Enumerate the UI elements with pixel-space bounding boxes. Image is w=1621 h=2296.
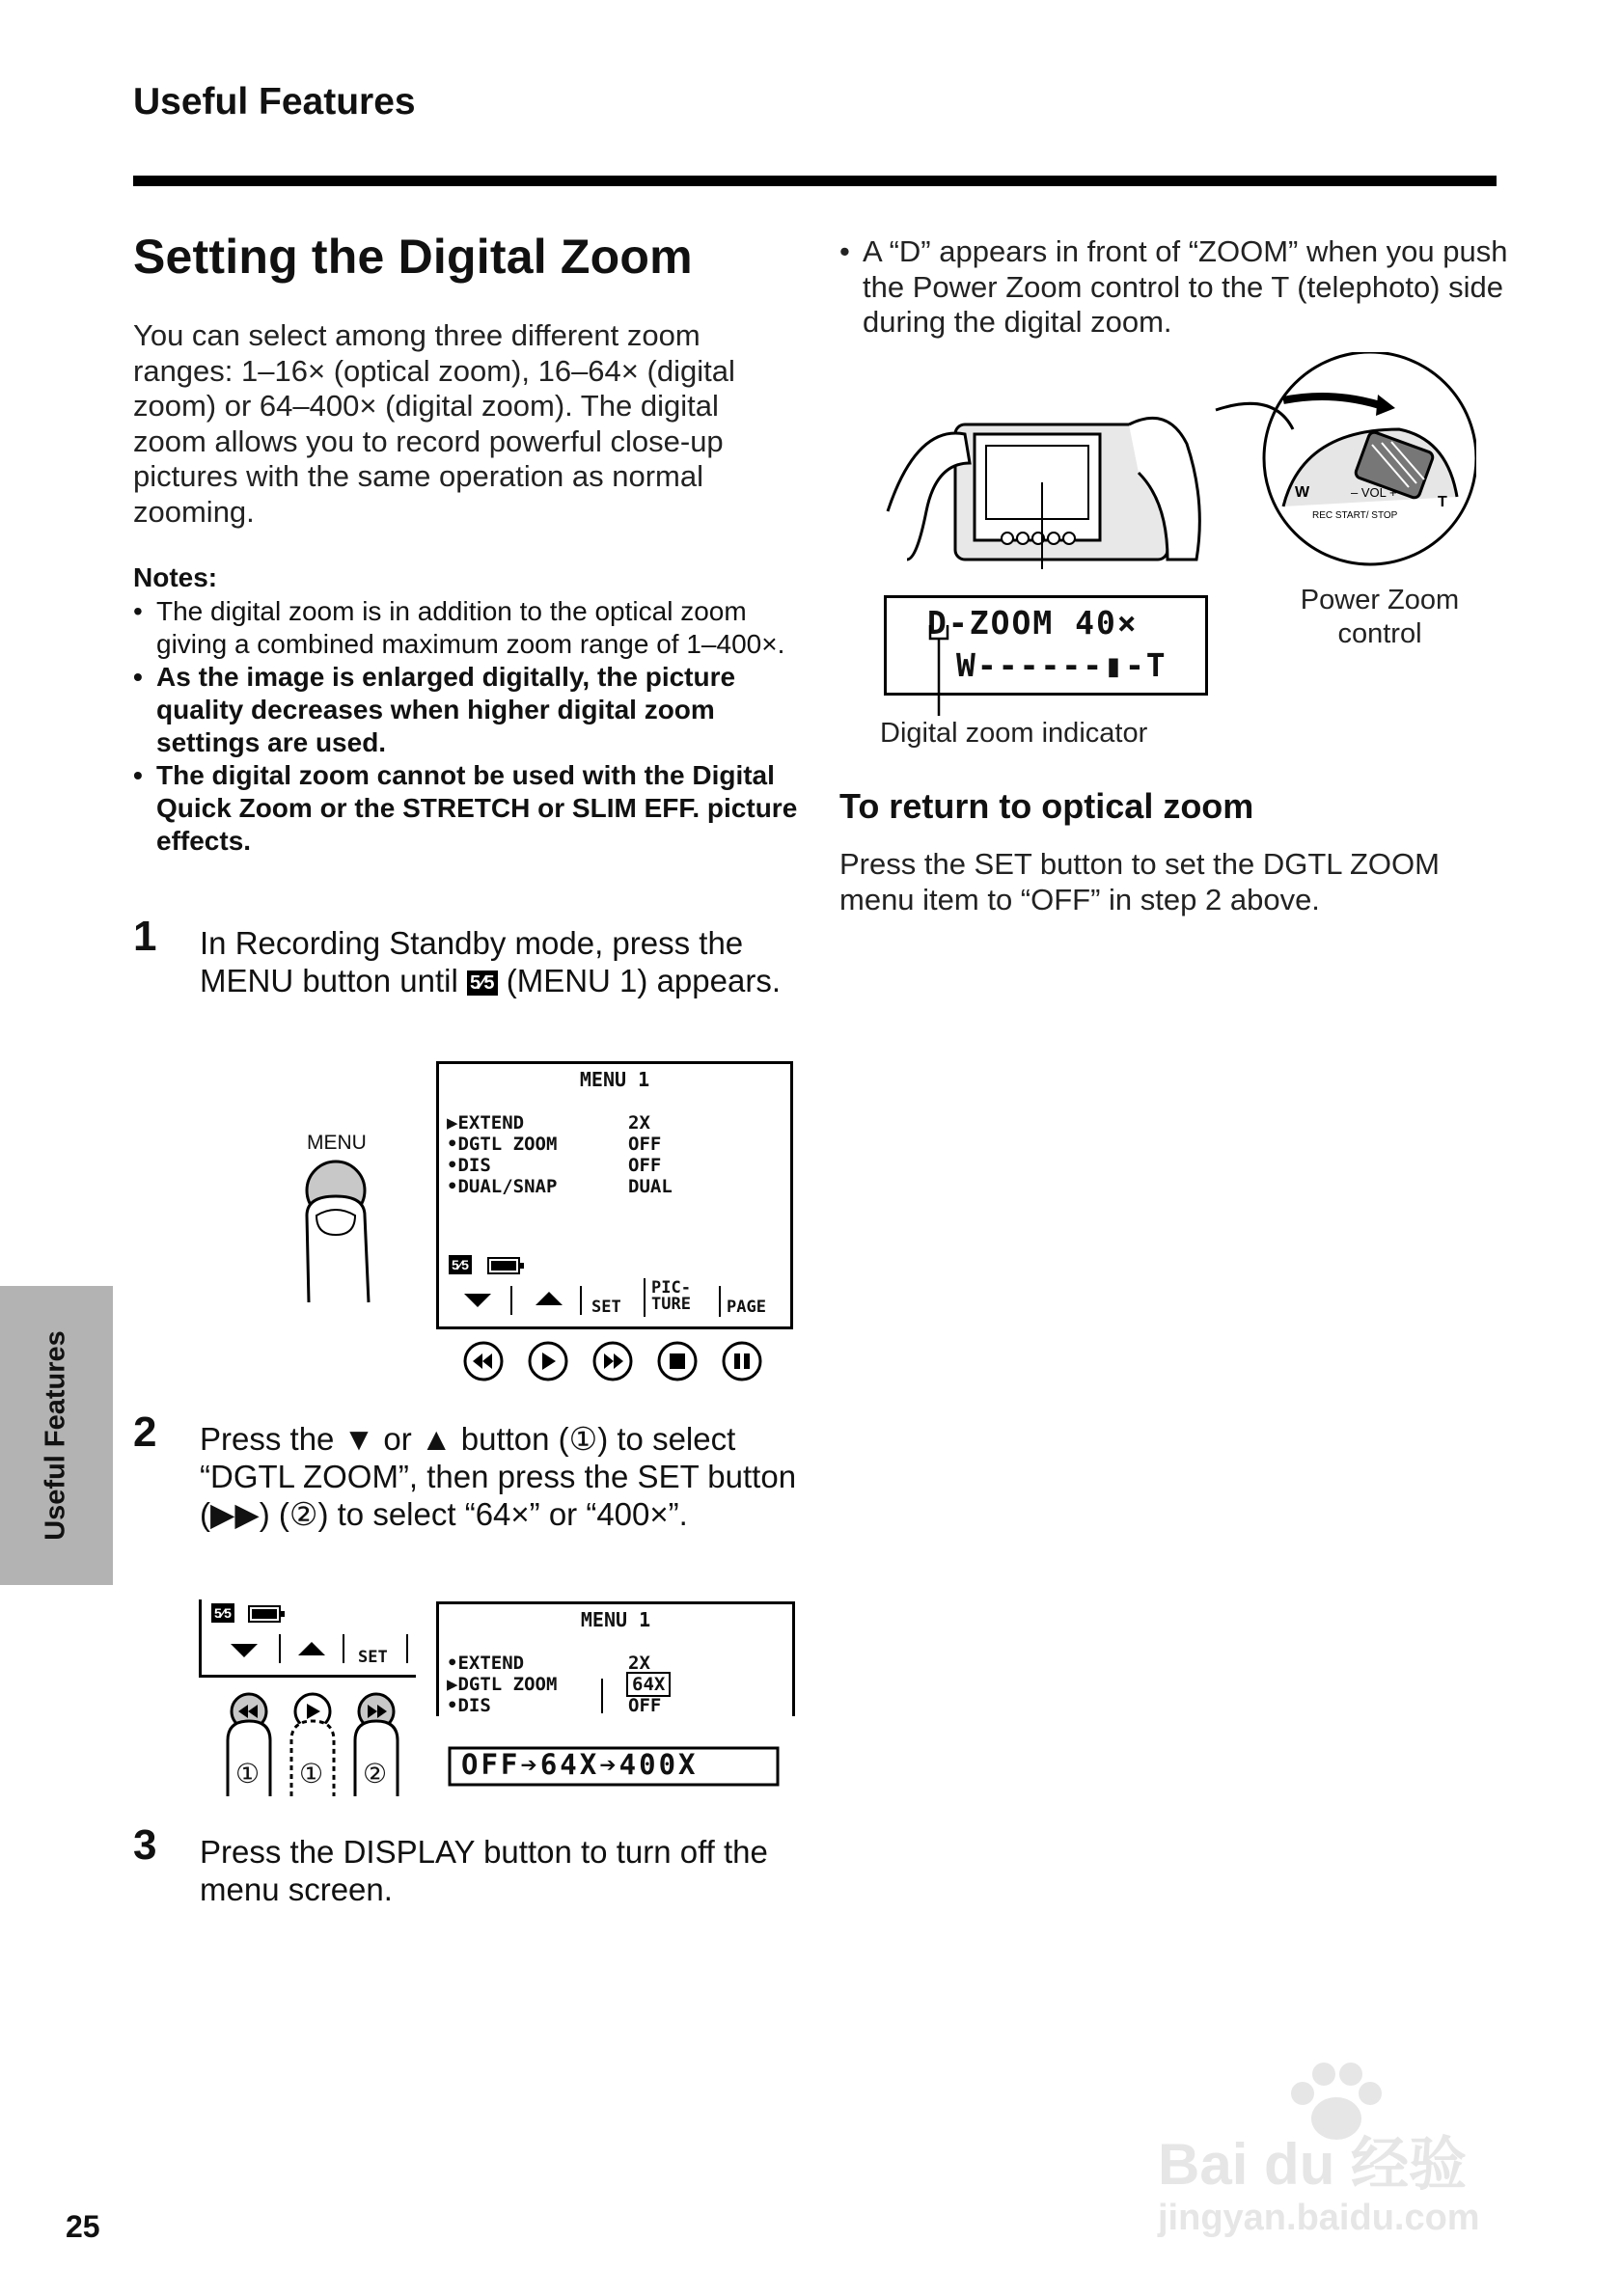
fingernail-icon — [316, 1210, 355, 1235]
zoom-sequence: OFF➔64X➔400X — [461, 1748, 699, 1781]
dial-w-label: W — [1295, 484, 1310, 501]
note-item: • The digital zoom is in addition to the optical zoom giving a combined maximum zoom range of 1–400×. — [133, 595, 799, 661]
transport-buttons — [461, 1339, 770, 1383]
header-rule — [133, 176, 1497, 186]
softkey-bar — [439, 1278, 790, 1323]
running-header: Useful Features — [133, 81, 416, 123]
menu-row-value: OFF — [628, 1695, 662, 1716]
finger-label: ① — [235, 1759, 261, 1789]
finger-label: ② — [363, 1759, 388, 1789]
menu-labels — [447, 1112, 557, 1197]
page-icon: 5⁄5 — [211, 1603, 234, 1623]
page-number: 25 — [66, 2209, 100, 2244]
down-arrow-icon[interactable] — [464, 1294, 491, 1307]
notes-list — [133, 595, 799, 858]
set-softkey[interactable]: SET — [591, 1298, 621, 1317]
power-zoom-caption: Power Zoom control — [1300, 585, 1460, 649]
camcorder-illustration — [878, 386, 1206, 569]
step-text: Press the DISPLAY button to turn off the menu screen. — [200, 1834, 768, 1907]
step-text — [200, 924, 798, 999]
step-number: 2 — [133, 1408, 157, 1456]
step-text-part: (MENU 1) appears. — [497, 963, 781, 998]
section-title: Setting the Digital Zoom — [133, 230, 693, 284]
menu-row-label: •DUAL/SNAP — [447, 1176, 558, 1197]
menu-row-label: •DIS — [447, 1155, 491, 1176]
fast-forward-button-icon[interactable] — [594, 1343, 631, 1380]
menu-row-label: •DIS — [447, 1695, 491, 1716]
battery-icon — [487, 1256, 526, 1275]
note-item: • As the image is enlarged digitally, the picture quality decreases when higher digital zoom settings are used. — [133, 661, 799, 759]
side-tab-label: Useful Features — [40, 1330, 71, 1541]
menu-row-value: 2X — [628, 1653, 650, 1674]
menu-row-label: ▶DGTL ZOOM — [447, 1674, 558, 1695]
pause-button-icon[interactable] — [724, 1343, 760, 1380]
indicator-bracket — [926, 614, 965, 720]
finger-label: ① — [299, 1759, 324, 1789]
dial-t-label: T — [1438, 494, 1447, 510]
step-text: Press the ▼ or ▲ button (①) to select “DGTL ZOOM”, then press the SET button (▶▶) (②) to select “64×” or “400×”. — [200, 1421, 797, 1532]
picture-softkey-line: TURE — [651, 1295, 691, 1314]
menu-page-icon: 5⁄5 — [467, 970, 498, 996]
menu-row-value: DUAL — [628, 1176, 673, 1197]
picture-softkey[interactable] — [651, 1280, 691, 1313]
up-arrow-icon[interactable] — [536, 1292, 563, 1305]
intro-paragraph: You can select among three different zoom ranges: 1–16× (optical zoom), 16–64× (digital zoom) or 64–400× (digital zoom). The digital zoom allows you to record powerful close-up pictures with the same operation as normal zooming. — [133, 318, 735, 529]
down-arrow-icon[interactable] — [231, 1644, 258, 1657]
watermark-url: jingyan.baidu.com — [1158, 2198, 1480, 2238]
menu-values — [628, 1112, 673, 1197]
menu-row-value: OFF — [628, 1155, 662, 1176]
dial-rec-label: REC START/ STOP — [1312, 510, 1398, 521]
battery-icon — [248, 1604, 287, 1624]
rewind-button-icon[interactable] — [465, 1343, 502, 1380]
page-icon: 5⁄5 — [449, 1255, 472, 1274]
menu-button-finger-illustration — [289, 1158, 405, 1312]
dial-vol-label: – VOL + — [1351, 485, 1397, 500]
step-number: 3 — [133, 1821, 157, 1869]
step-text-part: In Recording Standby mode, press the MENU button until — [200, 925, 744, 998]
d-zoom-bullet: • A “D” appears in front of “ZOOM” when you push the Power Zoom control to the T (telephoto) side during the digital zoom. — [839, 234, 1519, 341]
step2-softkey-panel — [199, 1599, 416, 1678]
lcd-bar-line: W------▮-T — [956, 646, 1168, 684]
menu-title: MENU 1 — [579, 1068, 650, 1091]
camcorder-buttons — [1002, 533, 1075, 544]
menu-row-value: OFF — [628, 1134, 662, 1155]
menu-screen-1 — [436, 1061, 793, 1329]
subheading: To return to optical zoom — [839, 786, 1254, 826]
menu-row-label: ▶EXTEND — [447, 1112, 525, 1134]
note-item: • The digital zoom cannot be used with the Digital Quick Zoom or the STRETCH or SLIM EFF. picture effects. — [133, 759, 799, 858]
menu-row-label: •DGTL ZOOM — [447, 1134, 558, 1155]
return-paragraph: Press the SET button to set the DGTL ZOOM menu item to “OFF” in step 2 above. — [839, 847, 1440, 916]
lcd-zoom-line: D-ZOOM 40× — [927, 604, 1139, 642]
indicator-caption: Digital zoom indicator — [880, 718, 1148, 749]
stop-button-icon[interactable] — [659, 1343, 696, 1380]
menu-title: MENU 1 — [580, 1608, 651, 1631]
menu-row-value: 2X — [628, 1112, 650, 1134]
menu-row-value: 64X — [628, 1674, 669, 1695]
up-arrow-icon[interactable] — [298, 1642, 325, 1655]
power-zoom-dial-illustration — [1158, 352, 1476, 574]
picture-softkey-line: PIC- — [651, 1278, 691, 1298]
set-softkey[interactable]: SET — [358, 1648, 388, 1667]
menu-button-label: MENU — [307, 1132, 367, 1154]
step-number: 1 — [133, 913, 157, 960]
menu-row-label: •EXTEND — [447, 1653, 525, 1674]
watermark-logo: Bai du 经验 — [1158, 2132, 1468, 2197]
play-button-icon[interactable] — [530, 1343, 566, 1380]
notes-title: Notes: — [133, 562, 218, 592]
page-softkey[interactable]: PAGE — [727, 1298, 766, 1317]
